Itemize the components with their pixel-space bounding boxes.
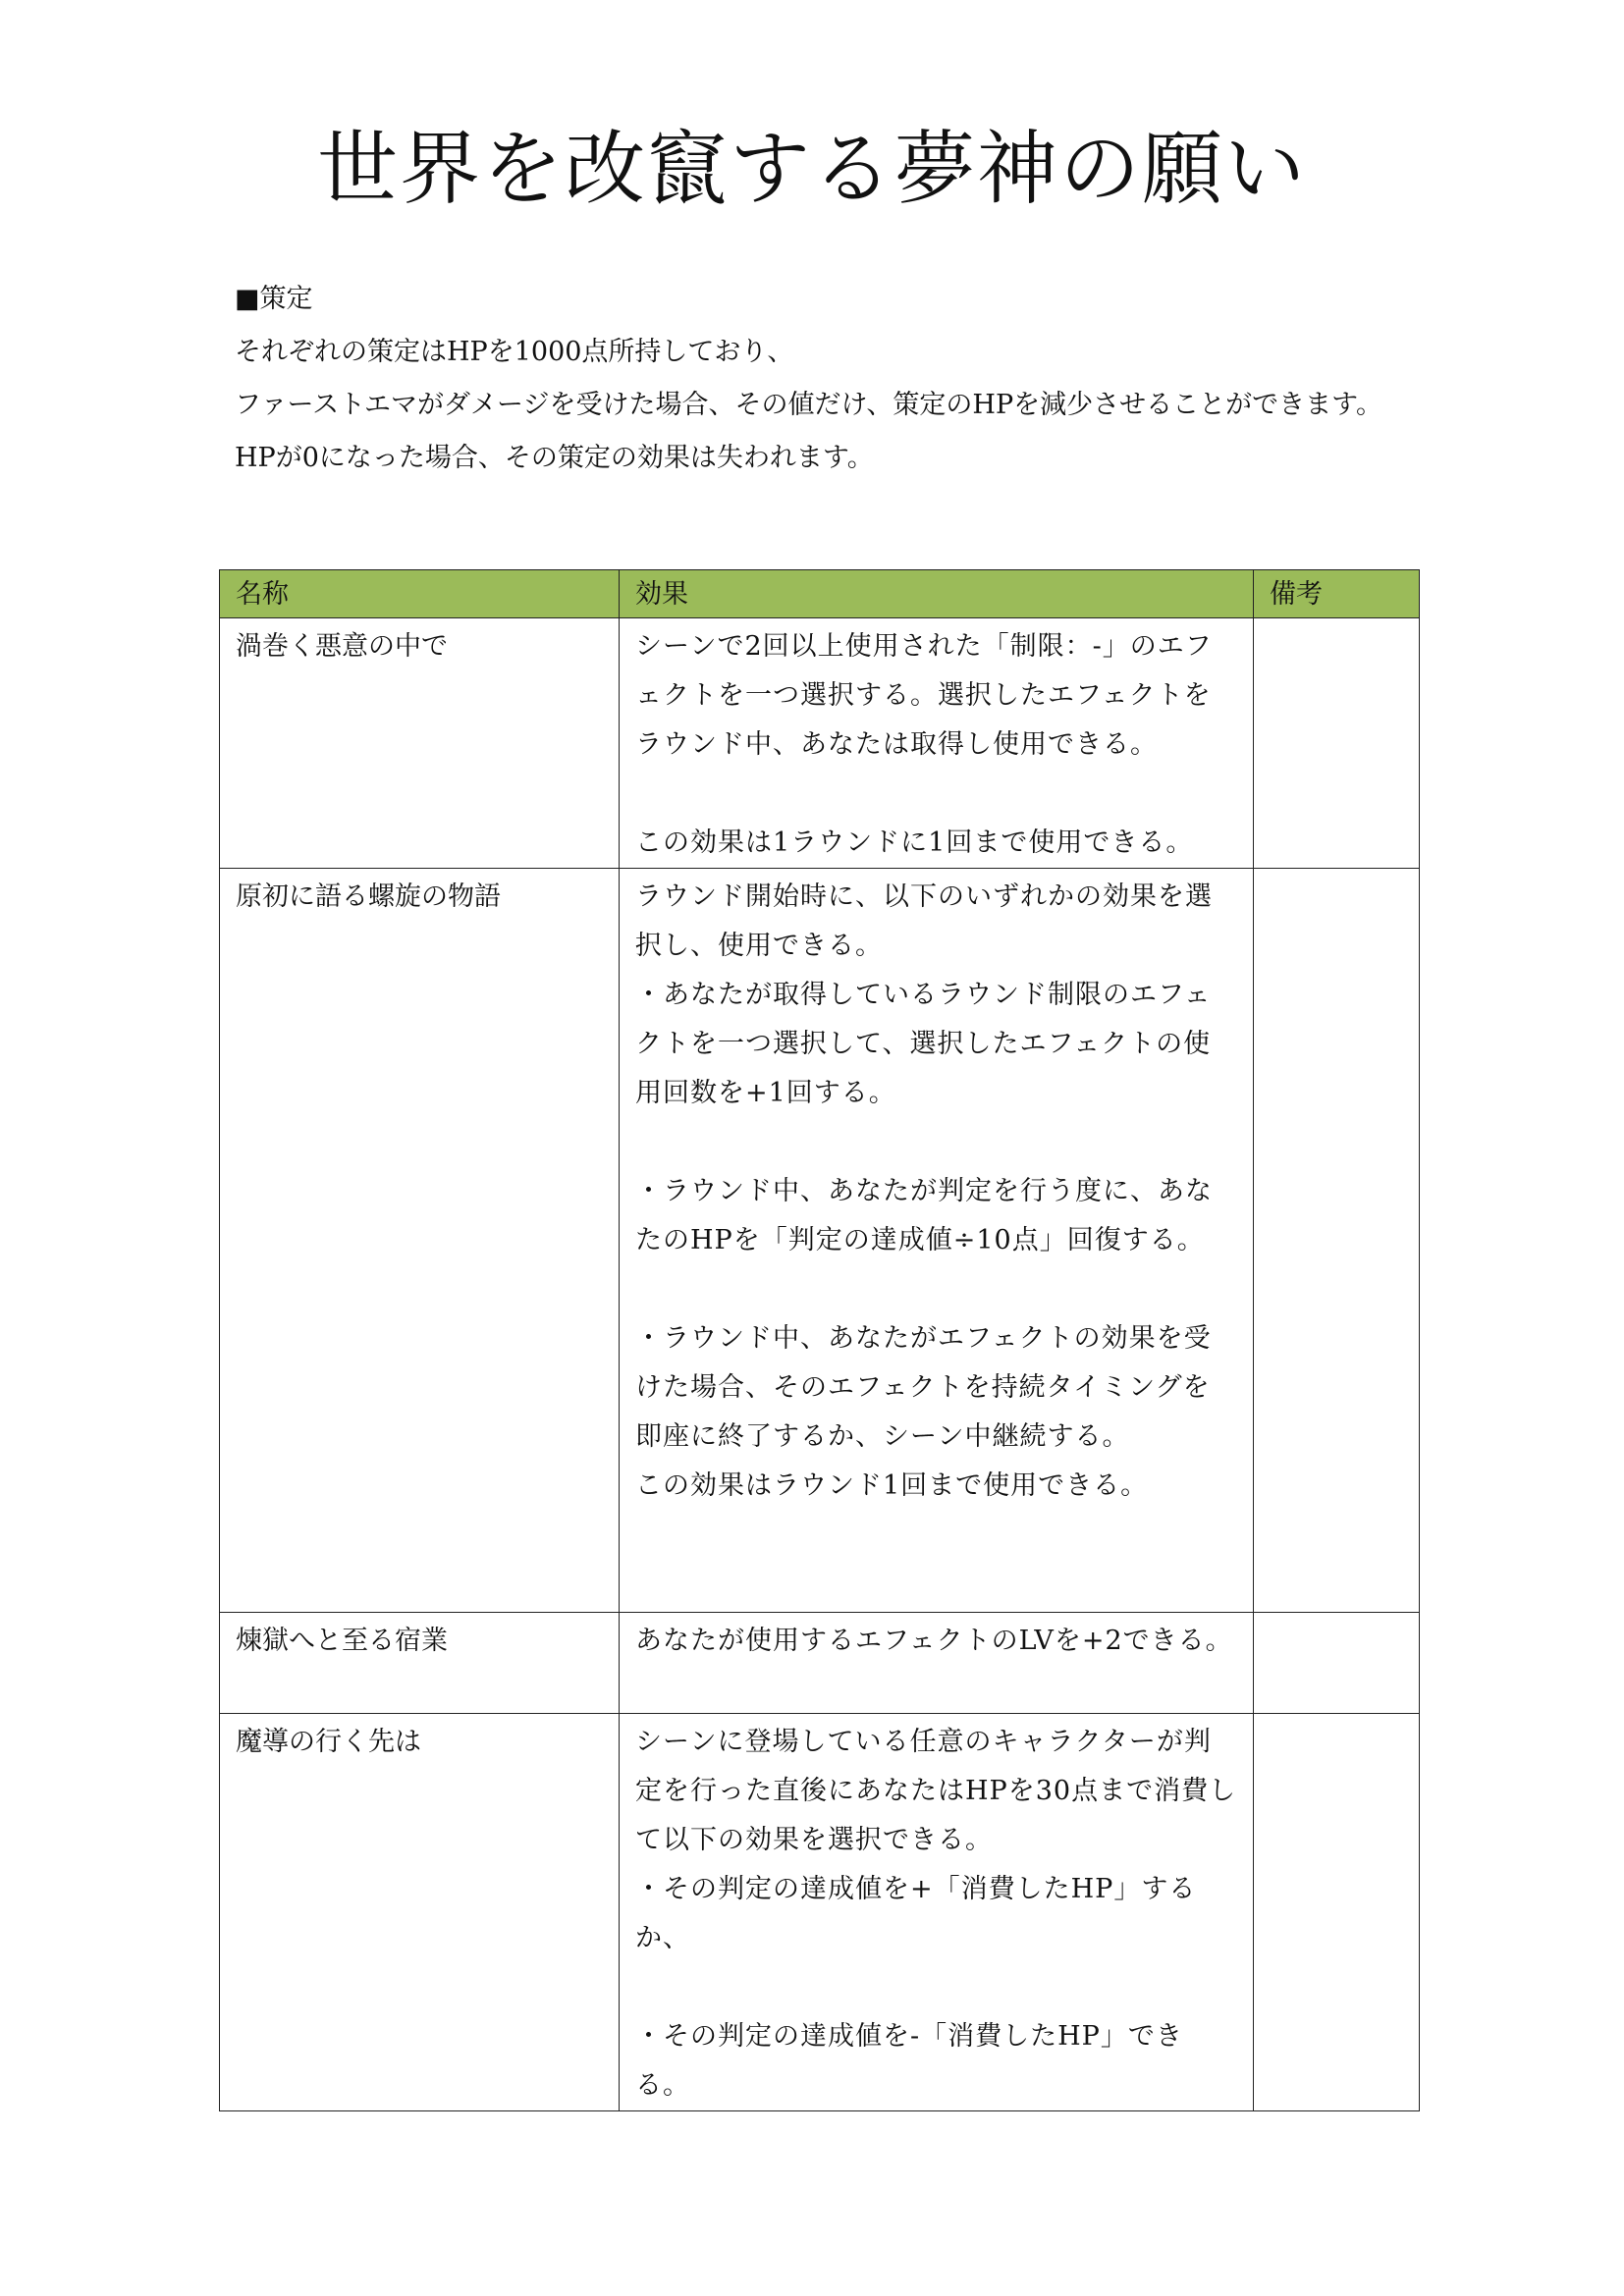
section-heading: ■策定 <box>235 284 313 314</box>
effect-line: シーンで2回以上使用された「制限：-」のエフェクトを一つ選択する。選択したエフェクトをラウンド中、あなたは取得し使用できる。 <box>635 631 1213 760</box>
strategy-table <box>219 569 1420 2111</box>
effect-line <box>635 1265 1237 1314</box>
row-note <box>1254 1613 1420 1714</box>
header-effect: 効果 <box>620 570 1254 618</box>
row-name: 魔導の行く先は <box>220 1714 620 2111</box>
row-effect <box>620 869 1254 1613</box>
effect-line: ・ラウンド中、あなたがエフェクトの効果を受けた場合、そのエフェクトを持続タイミングを即座に終了するか、シーン中継続する。 <box>635 1323 1212 1452</box>
row-effect <box>620 1613 1254 1714</box>
row-name: 煉獄へと至る宿業 <box>220 1613 620 1714</box>
effect-line <box>635 1118 1237 1167</box>
table-row <box>220 1714 1420 2111</box>
row-note <box>1254 618 1420 869</box>
effect-line: ・その判定の達成値を-「消費したHP」できる。 <box>635 2021 1183 2101</box>
row-name: 原初に語る螺旋の物語 <box>220 869 620 1613</box>
effect-line: この効果は1ラウンドに1回まで使用できる。 <box>635 828 1194 858</box>
intro-line: HPが0になった場合、その策定の効果は失われます。 <box>235 443 874 473</box>
document-title: 世界を改竄する夢神の願い <box>316 123 1307 216</box>
effect-line <box>635 770 1237 819</box>
effect-line: ラウンド開始時に、以下のいずれかの効果を選択し、使用できる。 <box>635 881 1213 961</box>
intro-line: それぞれの策定はHPを1000点所持しており、 <box>235 337 794 367</box>
row-effect <box>620 618 1254 869</box>
table-row <box>220 869 1420 1613</box>
table-header-row <box>220 570 1420 618</box>
effect-line: ・その判定の達成値を+「消費したHP」するか、 <box>635 1874 1197 1953</box>
row-effect <box>620 1714 1254 2111</box>
header-name: 名称 <box>220 570 620 618</box>
header-note: 備考 <box>1254 570 1420 618</box>
effect-line <box>635 1963 1237 2012</box>
effect-line: この効果はラウンド1回まで使用できる。 <box>635 1470 1149 1501</box>
effect-line: シーンに登場している任意のキャラクターが判定を行った直後にあなたはHPを30点まで消費して以下の効果を選択できる。 <box>635 1727 1237 1855</box>
row-name: 渦巻く悪意の中で <box>220 618 620 869</box>
effect-line: ・あなたが取得しているラウンド制限のエフェクトを一つ選択して、選択したエフェクトの使用回数を+1回する。 <box>635 980 1212 1108</box>
effect-line: ・ラウンド中、あなたが判定を行う度に、あなたのHPを「判定の達成値÷10点」回復する。 <box>635 1176 1213 1255</box>
effect-line: あなたが使用するエフェクトのLVを+2できる。 <box>635 1626 1233 1656</box>
row-note <box>1254 1714 1420 2111</box>
table-row <box>220 1613 1420 1714</box>
intro-line: ファーストエマがダメージを受けた場合、その値だけ、策定のHPを減少させることができます。 <box>235 390 1382 420</box>
table-row <box>220 618 1420 869</box>
row-note <box>1254 869 1420 1613</box>
intro-section <box>235 273 1423 485</box>
